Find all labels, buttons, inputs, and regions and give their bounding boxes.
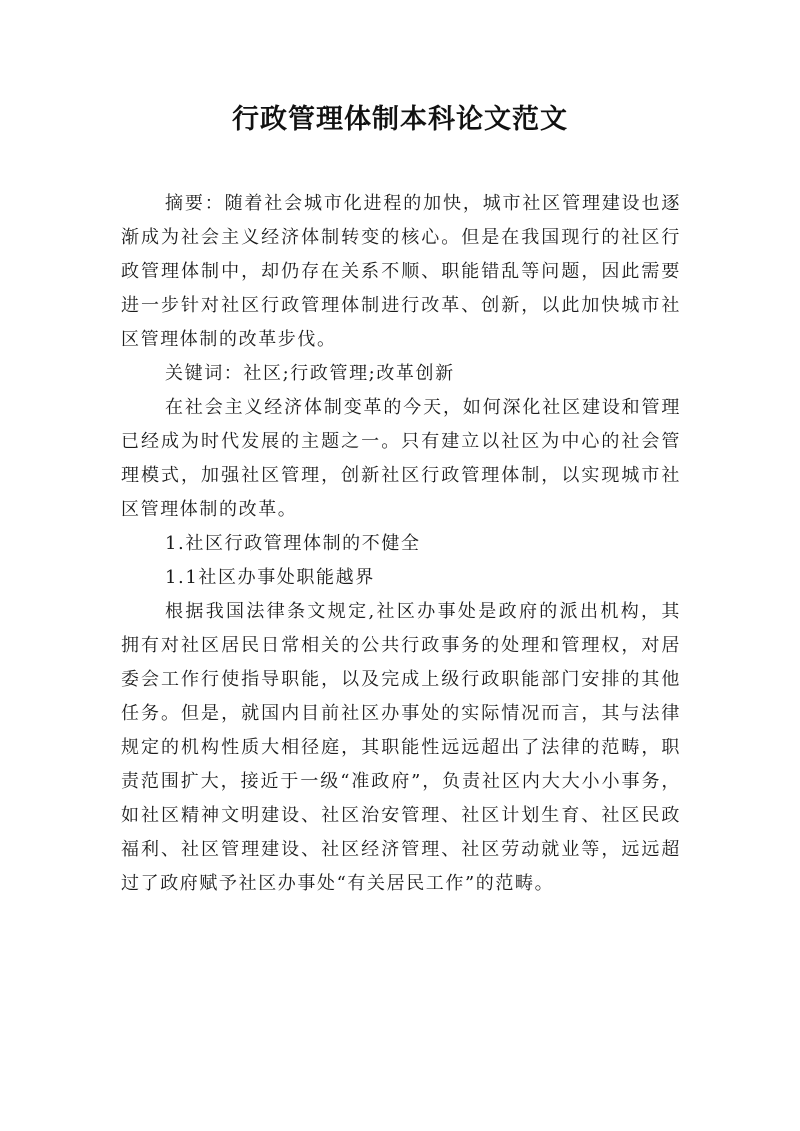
subsection-heading-1-1: 1.1社区办事处职能越界 xyxy=(165,567,375,588)
body-paragraph: 根据我国法律条文规定,社区办事处是政府的派出机构，其拥有对社区居民日常相关的公共行政事务的处理和管理权，对居委会工作行使指导职能，以及完成上级行政职能部门安排的其他任务。但是，就国内目前社区办事处的实际情况而言，其与法律规定的机构性质大相径庭，其职能性远远超出了法律的范畴，职责范围扩大，接近于一级“准政府”，负责社区内大大小小事务，如社区精神文明建设、社区治安管理、社区计划生育、社区民政福利、社区管理建设、社区经济管理、社区劳动就业等，远远超过了政府赋予社区办事处“有关居民工作”的范畴。 xyxy=(121,601,681,894)
document-body xyxy=(121,187,681,901)
document-title: 行政管理体制本科论文范文 xyxy=(232,104,568,135)
section-heading-1: 1.社区行政管理体制的不健全 xyxy=(165,533,421,554)
intro-paragraph: 在社会主义经济体制变革的今天，如何深化社区建设和管理已经成为时代发展的主题之一。只有建立以社区为中心的社会管理模式，加强社区管理，创新社区行政管理体制，以实现城市社区管理体制的改革。 xyxy=(121,397,681,520)
keywords-paragraph: 关键词：社区;行政管理;改革创新 xyxy=(165,363,455,384)
abstract-paragraph: 摘要：随着社会城市化进程的加快，城市社区管理建设也逐渐成为社会主义经济体制转变的核心。但是在我国现行的社区行政管理体制中，却仍存在关系不顺、职能错乱等问题，因此需要进一步针对社区行政管理体制进行改革、创新，以此加快城市社区管理体制的改革步伐。 xyxy=(121,193,681,350)
